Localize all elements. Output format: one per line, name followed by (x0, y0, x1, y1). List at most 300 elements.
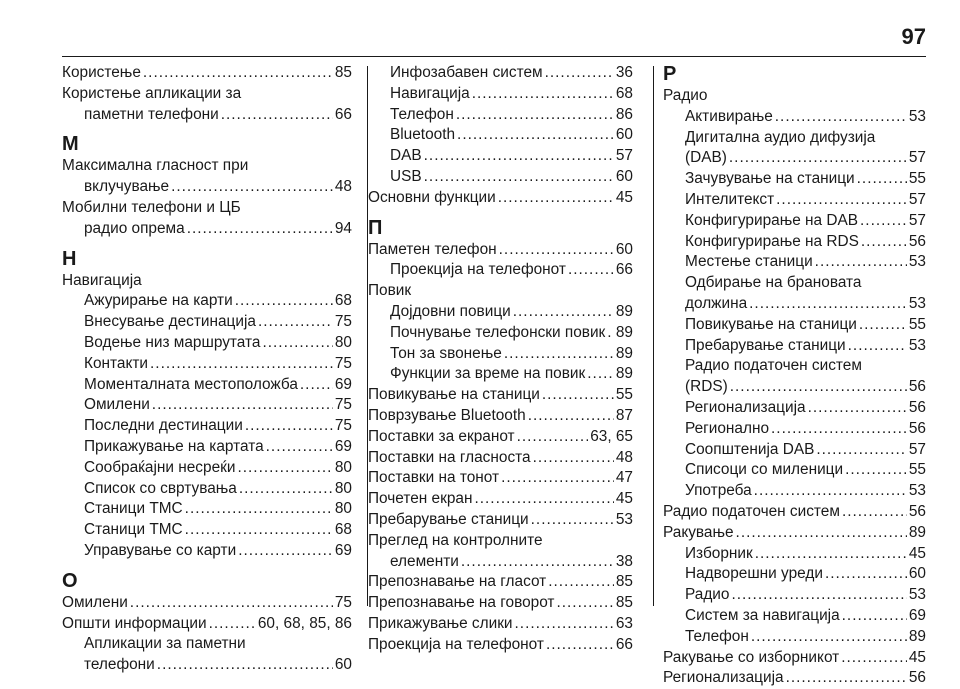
index-entry (62, 416, 352, 437)
index-entry-label: Користење (62, 64, 141, 81)
index-heading: Навигација (62, 271, 142, 289)
index-entry (663, 190, 926, 211)
leader-dots (498, 188, 614, 209)
index-entry-label: Прикажување на картата (84, 437, 264, 455)
index-entry-label: Навигација (390, 84, 470, 102)
index-entry (368, 125, 633, 146)
index-heading: Апликации за паметни (84, 635, 246, 653)
index-entry (62, 395, 352, 416)
index-entry (663, 627, 926, 648)
leader-dots (143, 63, 333, 84)
index-entry-pages: 55 (615, 386, 633, 404)
index-entry-label: Регионално (685, 419, 770, 437)
leader-dots (736, 523, 907, 544)
index-entry-pages: 56 (908, 669, 926, 687)
index-entry-pages: 89 (615, 302, 633, 320)
index-heading: Повик (368, 282, 412, 300)
index-entry (62, 499, 352, 520)
index-entry-label: Повикување на станици (685, 315, 857, 333)
index-column-1 (62, 63, 352, 676)
leader-dots (152, 395, 333, 416)
index-entry-pages: 87 (615, 406, 633, 424)
index-entry (62, 437, 352, 458)
index-entry-label: телефони (84, 656, 155, 674)
index-entry-label: Интелитекст (685, 190, 775, 208)
index-entry-pages: 56 (908, 378, 926, 396)
index-entry-label: Функции за време на повик (390, 365, 586, 383)
leader-dots (235, 291, 333, 312)
index-entry (663, 544, 926, 565)
index-entry-pages: 85 (615, 594, 633, 612)
index-entry-label: Последни дестинации (84, 417, 243, 435)
leader-dots (861, 232, 907, 253)
index-entry-pages: 53 (908, 336, 926, 354)
index-entry (368, 260, 633, 281)
leader-dots (187, 219, 333, 240)
index-entry-pages: 53 (908, 482, 926, 500)
index-entry-pages: 75 (334, 354, 352, 372)
index-entry-label: Препознавање на гласот (368, 573, 547, 591)
index-entry-label: Активирање (685, 107, 773, 125)
index-entry-pages: 53 (908, 586, 926, 604)
index-entry-pages: 53 (908, 107, 926, 125)
index-entry-label: Почнување телефонски повик (390, 323, 606, 341)
index-entry (368, 240, 633, 261)
index-entry-label: Управување со карти (84, 541, 237, 559)
index-entry (663, 294, 926, 315)
index-entry-label: Општи информации (62, 614, 207, 632)
index-entry-pages: 85 (334, 64, 352, 81)
index-entry (663, 315, 926, 336)
index-entry (368, 146, 633, 167)
index-entry-label: Радио податочен систем (663, 502, 840, 520)
index-entry (62, 593, 352, 614)
index-entry-label: Пребарување станици (368, 510, 529, 528)
index-entry-pages: 94 (334, 219, 352, 237)
index-entry (663, 502, 926, 523)
index-entry (663, 252, 926, 273)
leader-dots (749, 294, 907, 315)
index-entry (663, 585, 926, 606)
index-entry (663, 398, 926, 419)
index-entry (663, 460, 926, 481)
index-entry-label: Зачувување на станици (685, 170, 855, 188)
index-entry-label: Пребарување станици (685, 336, 846, 354)
index-entry (368, 105, 633, 126)
index-entry-label: Список со свртувања (84, 479, 237, 497)
leader-dots (556, 593, 613, 614)
index-entry-label: Почетен екран (368, 490, 473, 508)
index-entry (368, 572, 633, 593)
index-entry-label: Радио (685, 586, 730, 604)
index-entry-label: Изборник (685, 544, 753, 562)
index-entry-label: Дојдовни повици (390, 302, 511, 320)
index-heading: Одбирање на брановата (685, 274, 862, 292)
index-entry-pages: 55 (908, 461, 926, 479)
index-entry (368, 323, 633, 344)
index-entry-pages: 57 (908, 440, 926, 458)
index-entry-pages: 85 (615, 573, 633, 591)
index-column-2 (368, 63, 633, 656)
index-entry (663, 648, 926, 669)
index-entry-label: Регионализација (685, 398, 806, 416)
leader-dots (754, 481, 907, 502)
index-entry (368, 593, 633, 614)
index-entry-pages: 69 (334, 437, 352, 455)
leader-dots (209, 614, 256, 635)
index-entry-label: Контакти (84, 354, 149, 372)
leader-dots (130, 593, 333, 614)
index-entry (368, 302, 633, 323)
index-entry (62, 458, 352, 479)
leader-dots (185, 520, 333, 541)
leader-dots (857, 169, 907, 190)
leader-dots (848, 336, 907, 357)
index-entry-label: радио опрема (84, 219, 185, 237)
index-letter-heading: М (62, 133, 79, 156)
leader-dots (751, 627, 907, 648)
index-entry-label: Станици ТМС (84, 500, 183, 518)
leader-dots (461, 552, 614, 573)
index-entry-label: Надворешни уреди (685, 565, 823, 583)
leader-dots (587, 364, 614, 385)
index-entry-label: Омилени (84, 396, 150, 414)
index-entry (62, 655, 352, 676)
index-entry-label: USB (390, 167, 422, 185)
leader-dots (239, 479, 333, 500)
index-entry (663, 377, 926, 398)
leader-dots (815, 252, 907, 273)
index-entry-pages: 60 (615, 167, 633, 185)
index-entry (663, 523, 926, 544)
leader-dots (262, 333, 332, 354)
index-entry (368, 489, 633, 510)
index-entry-pages: 53 (615, 510, 633, 528)
leader-dots (775, 107, 907, 128)
leader-dots (221, 105, 333, 126)
index-entry (62, 541, 352, 562)
index-entry (663, 668, 926, 689)
index-heading: Користење апликации за (62, 84, 242, 102)
index-entry (663, 440, 926, 461)
leader-dots (568, 260, 614, 281)
index-entry (663, 419, 926, 440)
leader-dots (816, 440, 907, 461)
index-entry-pages: 75 (334, 313, 352, 331)
leader-dots (501, 468, 614, 489)
leader-dots (150, 354, 333, 375)
index-heading: Максимална гласност при (62, 157, 249, 175)
index-entry-pages: 60 (615, 240, 633, 258)
leader-dots (499, 240, 614, 261)
index-entry-pages: 60 (334, 656, 352, 674)
index-entry (663, 481, 926, 502)
leader-dots (860, 211, 907, 232)
index-entry-label: Прикажување слики (368, 614, 513, 632)
index-entry-label: Проекција на телефонот (390, 261, 566, 279)
index-entry-pages: 56 (908, 502, 926, 520)
index-entry-pages: 45 (908, 544, 926, 562)
leader-dots (237, 458, 332, 479)
index-entry-pages: 80 (334, 479, 352, 497)
index-entry-label: (DAB) (685, 149, 727, 167)
index-entry (663, 169, 926, 190)
index-entry-pages: 60, 68, 85, 86 (257, 614, 352, 632)
leader-dots (771, 419, 907, 440)
index-entry (368, 448, 633, 469)
index-entry-label: паметни телефони (84, 105, 219, 123)
index-entry-pages: 45 (615, 188, 633, 206)
index-entry (368, 635, 633, 656)
index-entry (62, 291, 352, 312)
page-number: 97 (901, 24, 926, 49)
index-entry-label: Паметен телефон (368, 240, 497, 258)
index-entry-label: Ажурирање на карти (84, 292, 233, 310)
index-entry (663, 336, 926, 357)
index-entry-label: Поставки на тонот (368, 469, 500, 487)
index-entry-label: Моменталната местоположба (84, 375, 298, 393)
index-entry-label: Соопштенија DAB (685, 440, 815, 458)
leader-dots (808, 398, 907, 419)
index-heading: Дигитална аудио дифузија (685, 128, 876, 146)
leader-dots (786, 668, 907, 689)
index-entry-pages: 56 (908, 232, 926, 250)
index-entry-label: Телефон (390, 105, 454, 123)
leader-dots (845, 460, 907, 481)
index-entry (368, 427, 633, 448)
leader-dots (504, 344, 614, 365)
index-heading: Радио податочен систем (685, 357, 862, 375)
index-entry-pages: 66 (615, 261, 633, 279)
index-entry-pages: 57 (908, 190, 926, 208)
index-entry-label: Станици ТМС (84, 521, 183, 539)
index-entry-pages: 69 (334, 375, 352, 393)
index-entry (368, 364, 633, 385)
index-letter-heading: Н (62, 247, 77, 270)
leader-dots (842, 502, 907, 523)
leader-dots (607, 323, 614, 344)
index-entry-pages: 89 (615, 365, 633, 383)
index-heading: Радио (663, 87, 708, 104)
index-entry-label: Списоци со миленици (685, 461, 844, 479)
header-rule (62, 56, 926, 57)
index-entry-pages: 69 (334, 541, 352, 559)
index-entry-pages: 53 (908, 294, 926, 312)
index-entry-label: Поставки на гласноста (368, 448, 531, 466)
leader-dots (517, 427, 589, 448)
index-letter-heading: П (368, 216, 383, 239)
index-letter-heading: О (62, 569, 78, 592)
index-entry-pages: 89 (908, 627, 926, 645)
leader-dots (456, 105, 614, 126)
leader-dots (731, 585, 906, 606)
index-entry-label: Местење станици (685, 253, 813, 271)
index-entry-pages: 53 (908, 253, 926, 271)
index-entry (62, 333, 352, 354)
index-entry (62, 312, 352, 333)
index-entry-pages: 80 (334, 500, 352, 518)
index-entry-label: Поставки за екранот (368, 427, 515, 445)
leader-dots (474, 489, 613, 510)
index-entry-pages: 89 (615, 344, 633, 362)
leader-dots (472, 84, 614, 105)
leader-dots (457, 125, 614, 146)
index-entry-pages: 75 (334, 396, 352, 414)
index-entry-label: Тон за ѕвонење (390, 344, 502, 362)
leader-dots (842, 606, 907, 627)
index-entry-label: Инфозабавен систем (390, 64, 543, 81)
index-letter-heading: Р (663, 63, 677, 85)
index-entry-pages: 55 (908, 170, 926, 188)
index-entry (368, 84, 633, 105)
index-entry (663, 564, 926, 585)
index-entry-pages: 89 (615, 323, 633, 341)
index-entry-label: Конфигурирање на RDS (685, 232, 859, 250)
index-entry-label: должина (685, 294, 748, 312)
index-entry-pages: 47 (615, 469, 633, 487)
index-entry (368, 614, 633, 635)
index-entry-label: Поврзување Bluetooth (368, 406, 526, 424)
index-heading: Преглед на контролните (368, 531, 543, 549)
index-entry-pages: 75 (334, 417, 352, 435)
index-entry (368, 510, 633, 531)
leader-dots (424, 146, 614, 167)
index-entry-pages: 66 (334, 105, 352, 123)
leader-dots (513, 302, 614, 323)
index-entry-label: Ракување со изборникот (663, 648, 840, 666)
index-entry-pages: 45 (908, 648, 926, 666)
index-entry-label: Употреба (685, 482, 752, 500)
index-entry-label: (RDS) (685, 378, 728, 396)
index-entry (368, 552, 633, 573)
leader-dots (528, 406, 614, 427)
index-entry-pages: 56 (908, 419, 926, 437)
index-entry-label: Водење низ маршрутата (84, 333, 261, 351)
index-entry-label: Систем за навигација (685, 606, 840, 624)
leader-dots (546, 635, 614, 656)
index-entry-label: Телефон (685, 627, 749, 645)
index-entry-pages: 60 (615, 126, 633, 144)
index-entry (368, 344, 633, 365)
leader-dots (825, 564, 907, 585)
index-entry-pages: 68 (615, 84, 633, 102)
leader-dots (515, 614, 614, 635)
index-entry-pages: 68 (334, 521, 352, 539)
column-divider-2 (653, 66, 654, 606)
leader-dots (841, 648, 907, 669)
index-entry-pages: 60 (908, 565, 926, 583)
index-entry-label: Основни функции (368, 188, 496, 206)
leader-dots (300, 375, 333, 396)
index-heading: Мобилни телефони и ЦБ (62, 198, 241, 216)
index-entry-pages: 57 (908, 211, 926, 229)
leader-dots (171, 177, 333, 198)
leader-dots (258, 312, 333, 333)
leader-dots (542, 385, 614, 406)
index-entry-pages: 80 (334, 333, 352, 351)
index-entry-label: Препознавање на говорот (368, 594, 555, 612)
index-entry (368, 406, 633, 427)
index-entry-pages: 68 (334, 292, 352, 310)
leader-dots (730, 377, 907, 398)
index-entry-pages: 48 (615, 448, 633, 466)
index-column-3 (663, 63, 926, 689)
index-entry-pages: 57 (615, 147, 633, 165)
index-entry (62, 354, 352, 375)
index-entry-pages: 45 (615, 490, 633, 508)
index-entry-label: DAB (390, 147, 422, 165)
index-entry (663, 211, 926, 232)
index-entry (368, 188, 633, 209)
index-entry-pages: 80 (334, 458, 352, 476)
index-entry-label: елементи (390, 552, 459, 570)
index-entry-pages: 89 (908, 523, 926, 541)
index-entry (62, 219, 352, 240)
index-entry (368, 468, 633, 489)
index-entry-pages: 63 (615, 614, 633, 632)
index-entry-label: Повикување на станици (368, 386, 540, 404)
index-entry (368, 385, 633, 406)
leader-dots (157, 655, 333, 676)
index-entry (62, 520, 352, 541)
index-entry (368, 63, 633, 84)
index-entry (62, 177, 352, 198)
index-entry-label: Сообраќајни несреќи (84, 458, 236, 476)
index-entry (62, 63, 352, 84)
leader-dots (776, 190, 907, 211)
index-entry-pages: 66 (615, 635, 633, 653)
index-entry (663, 107, 926, 128)
index-entry-pages: 75 (334, 593, 352, 611)
leader-dots (548, 572, 614, 593)
index-entry-pages: 36 (615, 64, 633, 81)
index-entry (368, 167, 633, 188)
index-entry (663, 606, 926, 627)
index-entry (62, 479, 352, 500)
leader-dots (533, 448, 614, 469)
index-entry (62, 614, 352, 635)
index-entry-label: Внесување дестинација (84, 313, 256, 331)
leader-dots (531, 510, 614, 531)
index-entry (62, 375, 352, 396)
index-entry-pages: 86 (615, 105, 633, 123)
index-entry-pages: 55 (908, 315, 926, 333)
index-entry-label: вклучување (84, 178, 170, 196)
leader-dots (245, 416, 333, 437)
leader-dots (266, 437, 333, 458)
leader-dots (185, 499, 333, 520)
index-entry-pages: 48 (334, 178, 352, 196)
index-entry-pages: 38 (615, 552, 633, 570)
leader-dots (859, 315, 907, 336)
leader-dots (545, 63, 614, 84)
index-entry-label: Конфигурирање на DAB (685, 211, 859, 229)
index-entry-label: Bluetooth (390, 126, 456, 144)
index-entry-pages: 57 (908, 149, 926, 167)
leader-dots (755, 544, 907, 565)
index-entry-pages: 69 (908, 606, 926, 624)
index-entry-label: Проекција на телефонот (368, 635, 544, 653)
index-entry (663, 232, 926, 253)
index-entry-label: Омилени (62, 593, 128, 611)
leader-dots (424, 167, 614, 188)
index-entry (663, 148, 926, 169)
index-entry-pages: 56 (908, 398, 926, 416)
leader-dots (729, 148, 907, 169)
index-entry-label: Регионализација (663, 669, 784, 687)
index-entry-pages: 63, 65 (590, 427, 633, 445)
index-entry-label: Ракување (663, 523, 734, 541)
